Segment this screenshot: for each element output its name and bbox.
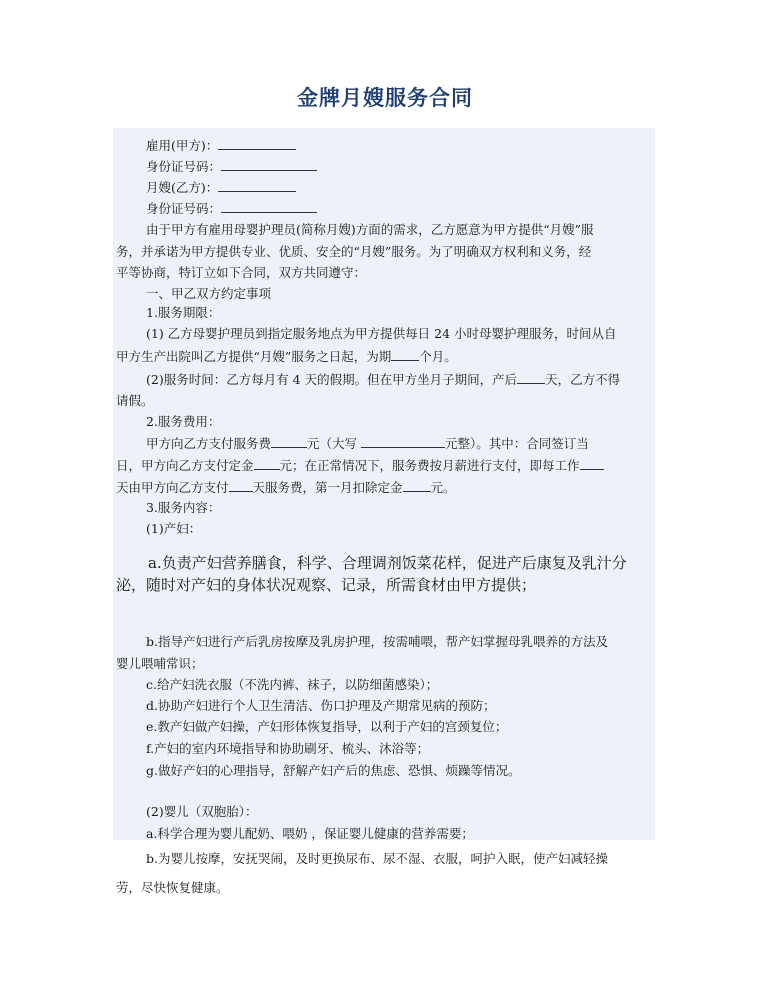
employer-label: 雇用(甲方)：	[146, 138, 219, 153]
deduct-deposit-blank	[403, 479, 431, 492]
mother-heading: (1)产妇：	[146, 521, 202, 536]
fee-text-b: 元（大写	[307, 436, 358, 451]
baby-item-b-line-2: 劳，尽快恢复健康。	[116, 880, 229, 895]
months-blank	[391, 348, 419, 361]
mother-item-a-line-2: 泌，随时对产妇的身体状况观察、记录，所需食材由甲方提供；	[116, 576, 537, 594]
baby-heading: (2)婴儿（双胞胎）：	[146, 804, 258, 819]
baby-item-a: a.科学合理为婴儿配奶、喂奶 ，保证婴儿健康的营养需要；	[146, 826, 474, 841]
mother-item-a-line-1: a.负责产妇营养膳食，科学、合理调剂饭菜花样，促进产后康复及乳汁分	[148, 554, 627, 572]
deposit-blank	[254, 457, 280, 470]
nanny-id-blank	[221, 200, 317, 213]
nanny-id-field	[146, 200, 317, 217]
content-heading: 3.服务内容：	[146, 500, 221, 515]
employer-field	[146, 137, 296, 154]
mother-item-b-line-1: b.指导产妇进行产后乳房按摩及乳房护理，按需哺喂，帮产妇掌握母乳喂养的方法及	[146, 634, 608, 649]
fee-line-2	[116, 457, 604, 474]
employer-id-blank	[221, 158, 317, 171]
intro-line-2: 务，并承诺为甲方提供专业、优质、安全的“月嫂”服务。为了明确双方权利和义务，经	[116, 244, 592, 259]
fee-text-h: 元。	[430, 480, 456, 495]
fee-line-3	[116, 479, 456, 496]
fee-text-e: 元；在正常情况下，服务费按月薪进行支付，即每工作	[279, 458, 580, 473]
mother-item-c: c.给产妇洗衣服（不洗内裤、袜子，以防细菌感染）；	[146, 677, 439, 692]
fee-text-g: 天服务费，第一月扣除定金	[252, 480, 403, 495]
work-days-blank	[580, 457, 604, 470]
intro-line-3: 平等协商，特订立如下合同，双方共同遵守：	[116, 265, 367, 280]
employer-id-label: 身份证号码：	[146, 159, 222, 174]
intro-line-1: 由于甲方有雇用母婴护理员(简称月嫂)方面的需求，乙方愿意为甲方提供“月嫂”服	[146, 222, 594, 237]
mother-item-d: d.协助产妇进行个人卫生清洁、伤口护理及产期常见病的预防；	[146, 698, 496, 713]
section-heading: 一、甲乙双方约定事项	[146, 286, 272, 301]
nanny-label: 月嫂(乙方)：	[146, 180, 219, 195]
days-blank	[517, 371, 545, 384]
fee-words-blank	[361, 435, 445, 448]
mother-item-f: f.产妇的室内环境指导和协助刷牙、梳头、沐浴等；	[146, 741, 430, 756]
period-p1-line-2	[116, 348, 457, 365]
period-heading: 1.服务期限：	[146, 305, 221, 320]
fee-heading: 2.服务费用：	[146, 414, 221, 429]
period-p2-line-1	[146, 371, 620, 388]
baby-item-b-line-1: b.为婴儿按摩，安抚哭闹，及时更换尿布、尿不湿、衣服，呵护入眠，使产妇减轻操	[146, 851, 608, 866]
mother-item-b-line-2: 婴儿喂哺常识；	[116, 656, 204, 671]
period-p2-text-a: (2)服务时间：乙方每月有 4 天的假期。但在甲方坐月子期间，产后	[146, 372, 518, 387]
fee-text-f: 天由甲方向乙方支付	[116, 480, 229, 495]
pay-days-blank	[229, 479, 253, 492]
fee-text-d: 日，甲方向乙方支付定金	[116, 458, 254, 473]
period-p2-text-b: 天，乙方不得	[545, 372, 621, 387]
nanny-field	[146, 179, 296, 196]
period-p1-text-a: 甲方生产出院叫乙方提供“月嫂”服务之日起，为期	[116, 349, 392, 364]
mother-item-e: e.教产妇做产妇操，产妇形体恢复指导，以利于产妇的宫颈复位；	[146, 719, 508, 734]
fee-text-c: 元整）。其中：合同签订当	[445, 436, 589, 451]
mother-item-g: g.做好产妇的心理指导，舒解产妇产后的焦虑、恐惧、烦躁等情况。	[146, 763, 521, 778]
fee-amount-blank	[271, 435, 307, 448]
employer-id-field	[146, 158, 317, 175]
employer-blank	[218, 137, 296, 150]
nanny-blank	[218, 179, 296, 192]
fee-line-1	[146, 435, 589, 452]
period-p2-line-2: 请假。	[116, 393, 154, 408]
nanny-id-label: 身份证号码：	[146, 201, 222, 216]
period-p1-line-1: (1) 乙方母婴护理员到指定服务地点为甲方提供每日 24 小时母婴护理服务，时间从自	[146, 326, 617, 341]
period-p1-text-b: 个月。	[419, 349, 457, 364]
fee-text-a: 甲方向乙方支付服务费	[146, 436, 272, 451]
page-title: 金牌月嫂服务合同	[297, 86, 473, 110]
